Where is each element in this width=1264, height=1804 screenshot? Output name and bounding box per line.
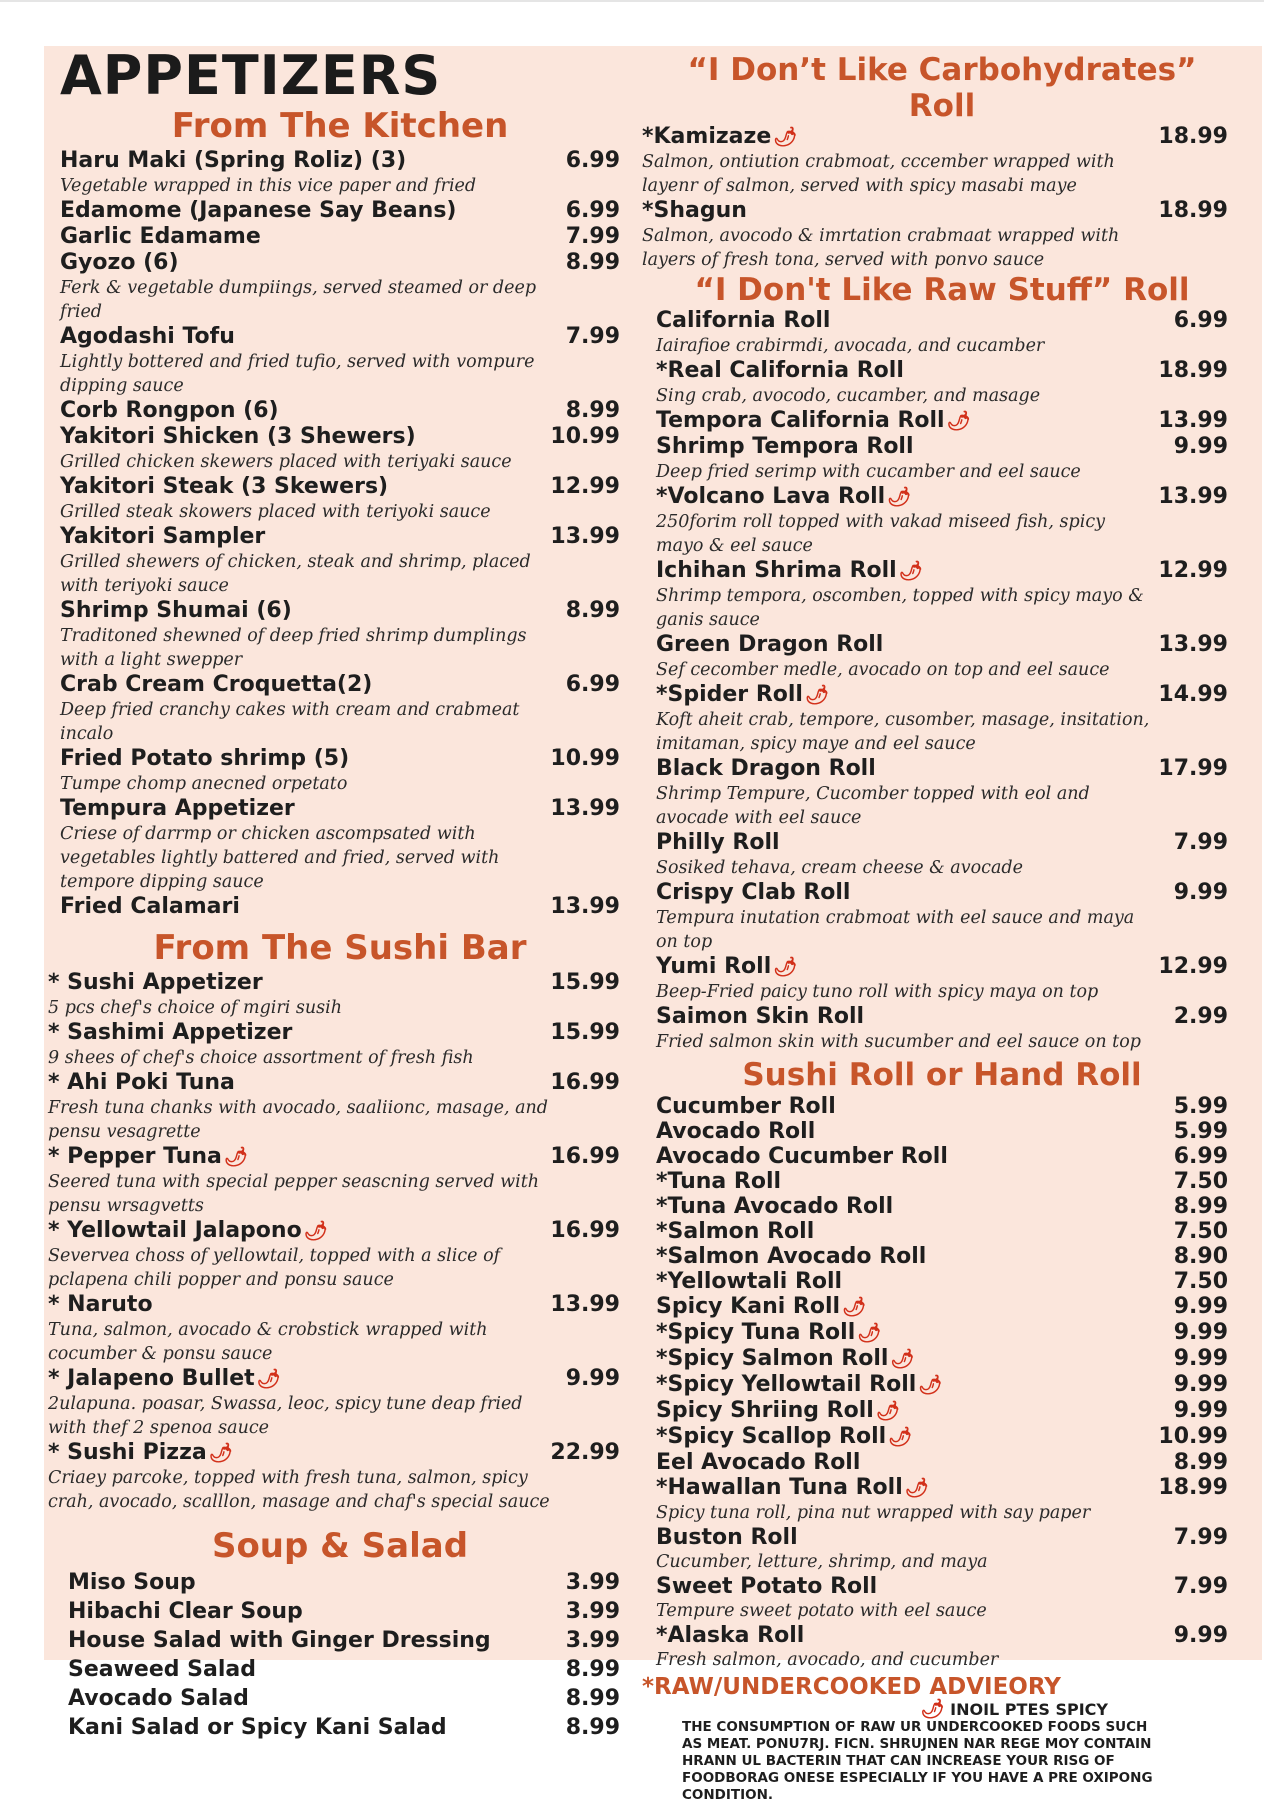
menu-item-price: 13.99 [1158,484,1228,509]
menu-item-name: *Real California Roll [656,358,904,383]
menu-item-name: Philly Roll [656,830,780,855]
no-carbs-list [642,124,1228,272]
menu-item [642,198,1228,224]
menu-item-name: *Alaska Roll [656,1623,805,1648]
menu-item-name: Buston Roll [656,1525,798,1550]
menu-item-name: Yakitori Steak (3 Skewers) [60,474,389,499]
menu-item-name: Kani Salad or Spicy Kani Salad [68,1715,447,1740]
menu-item-description: 5 pcs chef's choice of mgiri susih [48,998,343,1018]
menu-item-name: *Hawallan Tuna Roll [656,1475,903,1500]
menu-item-price: 6.99 [565,198,620,223]
menu-item [60,224,620,250]
menu-item-price: 8.99 [565,398,620,423]
menu-item-description: Shrimp tempora, oscomben, topped with spicy mayo & ganis sauce [656,586,1144,630]
chili-pepper-icon: 🌶 [842,1296,867,1318]
menu-item-name: Fried Calamari [60,894,240,919]
sushi-bar-list [48,970,620,1514]
advisory-text: THE CONSUMPTION OF RAW UR UNDERCOOKED FOODS SUCH AS MEAT. PONU7RJ. FICN. SHRUJNEN NAR REGE MOY CONTAIN HRANN UL BACTERIN THAT CAN INCREASE YOUR RISG OF FOODBORAG ONESE ESPECIALLY IF YOU HAVE A PRE OXIPONG CONDITION. [682,1719,1153,1803]
menu-item [48,970,620,996]
soup-salad-section-title: Soup & Salad [211,1526,469,1566]
left-column [48,44,620,1742]
menu-item-name: Corb Rongpon (6) [60,398,279,423]
menu-item [60,672,620,698]
menu-item-price: 7.50 [1173,1269,1228,1294]
menu-item-description: Grilled steak skowers placed with teriyoki sauce [60,502,491,522]
menu-item-description: Grilled chicken skewers placed with teriyaki sauce [60,452,512,472]
menu-item-name: Garlic Edamame [60,224,261,249]
menu-item [60,250,620,276]
menu-item-price: 9.99 [1173,1398,1228,1423]
menu-item [60,894,620,920]
menu-item-description: Tempure sweet potato with eel sauce [656,1601,987,1621]
menu-item [48,1292,620,1318]
chili-pepper-icon: 🌶 [256,1368,281,1390]
menu-item-name: *Salmon Roll [656,1219,815,1244]
menu-item [60,398,620,424]
menu-item-price: 16.99 [550,1218,620,1243]
menu-item [656,1320,1228,1346]
menu-item-name: *Salmon Avocado Roll [656,1244,927,1269]
spicy-legend [656,1700,1228,1719]
menu-item-price: 8.99 [565,598,620,623]
menu-item-description: Tempura inutation crabmoat with eel sauce and maya on top [656,908,1135,952]
menu-item-description: Severvea choss of yellowtail, topped with a slice of pclapena chili popper and ponsu sauce [48,1246,501,1290]
menu-item-description: Sef cecomber medle, avocado on top and eel sauce [656,660,1110,680]
menu-item-name: * Yellowtail Jalapono [48,1218,302,1243]
chili-pepper-icon: 🌶 [303,1220,328,1242]
menu-item-description: Seered tuna with special pepper seascning served with pensu wrsagvetts [48,1172,540,1216]
menu-item [656,1219,1228,1244]
chili-pepper-icon: 🌶 [887,486,912,508]
menu-item-price: 7.99 [1173,1574,1228,1599]
chili-pepper-icon: 🌶 [888,1426,913,1448]
chili-pepper-icon: 🌶 [875,1400,900,1422]
menu-item [48,1070,620,1096]
chili-pepper-icon: 🌶 [773,126,798,148]
menu-item [68,1626,620,1655]
menu-item [48,1020,620,1046]
menu-item-price: 13.99 [1158,408,1228,433]
menu-item-name: Yumi Roll [656,954,772,979]
menu-item-price: 18.99 [1158,1475,1228,1500]
menu-item [60,746,620,772]
menu-item-description: Traditoned shewned of deep fried shrimp dumplings with a light swepper [60,626,527,670]
menu-item-price: 9.99 [1173,1294,1228,1319]
menu-item-price: 5.99 [1173,1119,1228,1144]
menu-item [656,1144,1228,1169]
menu-item [656,632,1228,658]
menu-item-name: *Spicy Yellowtail Roll [656,1372,917,1397]
menu-item-price: 5.99 [1173,1094,1228,1119]
menu-item-description: Spicy tuna roll, pina nut wrapped with say paper [656,1503,1091,1523]
menu-item-price: 15.99 [550,1020,620,1045]
menu-item [60,424,620,450]
menu-item-description: Fresh salmon, avocado, and cucumber [656,1650,999,1670]
sushi-bar-section-title: From The Sushi Bar [153,928,527,968]
menu-item [48,1366,620,1392]
menu-item-price: 8.99 [565,250,620,275]
menu-item-price: 13.99 [550,524,620,549]
menu-item [656,1194,1228,1219]
menu-item-description: Tumpe chomp anecned orpetato [60,774,348,794]
menu-item-name: Avocado Cucumber Roll [656,1144,948,1169]
menu-item-name: Green Dragon Roll [656,632,884,657]
menu-item-price: 13.99 [550,1292,620,1317]
menu-item [48,1440,620,1466]
menu-item-price: 9.99 [1173,1623,1228,1648]
menu-item-price: 9.99 [565,1366,620,1391]
menu-item-name: Yakitori Shicken (3 Shewers) [60,424,416,449]
menu-item [656,1450,1228,1475]
menu-item-price: 12.99 [1158,558,1228,583]
menu-item-description: Salmon, ontiution crabmoat, cccember wrapped with layenr of salmon, served with spicy masabi maye [642,152,1115,196]
menu-item-name: Sweet Potato Roll [656,1574,878,1599]
menu-item-name: Fried Potato shrimp (5) [60,746,350,771]
menu-item-name: Eel Avocado Roll [656,1450,861,1475]
chili-pepper-icon: 🌶 [857,1322,882,1344]
menu-item-price: 13.99 [550,894,620,919]
menu-item [60,148,620,174]
menu-item [656,1269,1228,1294]
menu-item-name: * Jalapeno Bullet [48,1366,255,1391]
chili-pepper-icon: 🌶 [804,684,830,706]
menu-item-name: Crab Cream Croquetta(2) [60,672,373,697]
menu-item-name: Black Dragon Roll [656,756,876,781]
menu-item-price: 6.99 [565,672,620,697]
menu-item-description: Criese of darrmp or chicken ascompsated with vegetables lightly battered and fried, served with tempore dipping sauce [60,824,500,892]
menu-item-name: *Tuna Avocado Roll [656,1194,894,1219]
menu-item-price: 9.99 [1173,434,1228,459]
hand-roll-section-title: Sushi Roll or Hand Roll [742,1057,1142,1093]
menu-item-description: Deep fried cranchy cakes with cream and crabmeat incalo [60,700,520,744]
menu-item-name: Seaweed Salad [68,1657,257,1682]
menu-item-name: Cucumber Roll [656,1094,836,1119]
menu-item [656,1424,1228,1450]
menu-item [656,408,1228,434]
menu-item [656,1525,1228,1550]
chili-pepper-icon: 🌶 [208,1442,233,1464]
no-carbs-section-title: “I Don’t Like Carbohydrates” Roll [687,52,1197,124]
menu-item [656,1004,1228,1030]
chili-pepper-icon: 🌶 [890,1348,915,1370]
menu-item-price: 8.99 [1173,1194,1228,1219]
menu-item [656,954,1228,980]
menu-item [68,1713,620,1742]
menu-item-description: Grilled shewers of chicken, steak and shrimp, placed with teriyoki sauce [60,552,531,596]
menu-item-price: 13.99 [1158,632,1228,657]
menu-item-price: 12.99 [1158,954,1228,979]
menu-item-description: Lightly bottered and fried tufio, served with vompure dipping sauce [60,352,535,396]
menu-item-description: Iairafioe crabirmdi, avocada, and cucamber [656,336,1045,356]
menu-item-price: 18.99 [1158,198,1228,223]
menu-item-price: 7.99 [1173,830,1228,855]
chili-pepper-icon: 🌶 [898,560,923,582]
menu-item-price: 9.99 [1173,1320,1228,1345]
menu-item-price: 14.99 [1158,682,1228,707]
menu-item [60,324,620,350]
menu-item-description: Salmon, avocodo & imrtation crabmaat wrapped with layers of fresh tona, served with ponvo sauce [642,226,1120,270]
menu-item-name: Edamome (Japanese Say Beans) [60,198,457,223]
menu-item-name: Hibachi Clear Soup [68,1599,303,1624]
menu-item-description: 250forim roll topped with vakad miseed fish, spicy mayo & eel sauce [656,512,1106,556]
menu-item-price: 9.99 [1173,880,1228,905]
menu-item-description: Shrimp Tempure, Cucomber topped with eol and avocade with eel sauce [656,784,1090,828]
menu-item [642,124,1228,150]
menu-item-price: 7.50 [1173,1169,1228,1194]
menu-item [68,1684,620,1713]
menu-item-name: Miso Soup [68,1570,196,1595]
menu-item-name: *Yellowtali Roll [656,1269,843,1294]
menu-item-price: 10.99 [550,746,620,771]
menu-item-name: Ichihan Shrima Roll [656,558,897,583]
chili-pepper-icon: 🌶 [918,1374,943,1396]
chili-pepper-icon: 🌶 [904,1477,929,1499]
menu-item-price: 8.99 [565,1715,620,1740]
menu-item-name: Tempora California Roll [656,408,945,433]
menu-item [656,1398,1228,1424]
chili-pepper-icon: 🌶 [223,1146,249,1168]
menu-item [656,1346,1228,1372]
menu-item-price: 6.99 [1173,1144,1228,1169]
kitchen-section-title: From The Kitchen [171,106,509,146]
menu-item-name: * Ahi Poki Tuna [48,1070,235,1095]
menu-item [60,796,620,822]
menu-item [656,1244,1228,1269]
menu-item-price: 8.99 [1173,1450,1228,1475]
menu-item-name: Tempura Appetizer [60,796,295,821]
menu-item [656,434,1228,460]
menu-item [68,1597,620,1626]
menu-item-price: 13.99 [550,796,620,821]
menu-item [656,830,1228,856]
menu-item [60,198,620,224]
menu-item-name: Crispy Clab Roll [656,880,851,905]
menu-item-price: 7.99 [565,324,620,349]
menu-item-name: *Spicy Tuna Roll [656,1320,856,1345]
menu-item-name: Shrimp Tempora Roll [656,434,914,459]
menu-item [60,474,620,500]
kitchen-list [60,148,620,920]
chili-pepper-icon: 🌶 [946,410,971,432]
spicy-legend-text: INOIL PTES SPICY [950,1700,1108,1719]
menu-item-price: 9.99 [1173,1346,1228,1371]
menu-item-name: Shrimp Shumai (6) [60,598,292,623]
menu-item-price: 10.99 [1158,1424,1228,1449]
menu-item-name: * Sushi Pizza [48,1440,207,1465]
menu-item-price: 16.99 [550,1070,620,1095]
menu-item-description: Koft aheit crab, tempore, cusomber, masage, insitation, imitaman, spicy maye and eel sauce [656,710,1150,754]
menu-item-description: Sosiked tehava, cream cheese & avocade [656,858,1023,878]
menu-item-name: *Spicy Scallop Roll [656,1424,887,1449]
menu-item-price: 10.99 [550,424,620,449]
menu-item-price: 12.99 [550,474,620,499]
menu-item-price: 8.99 [565,1686,620,1711]
menu-item-name: Spicy Shriing Roll [656,1398,874,1423]
menu-item [68,1568,620,1597]
menu-item [656,682,1228,708]
menu-item [48,1144,620,1170]
menu-item-price: 3.99 [565,1570,620,1595]
menu-item [656,1623,1228,1648]
menu-item-name: *Volcano Lava Roll [656,484,886,509]
menu-item-name: Yakitori Sampler [60,524,266,549]
menu-item [656,484,1228,510]
menu-item-name: Avocado Roll [656,1119,816,1144]
chili-pepper-icon: 🌶 [773,956,798,978]
menu-item-description: Deep fried serimp with cucamber and eel sauce [656,462,1081,482]
menu-item-description: Fresh tuna chanks with avocado, saaliionc, masage, and pensu vesagrette [48,1098,548,1142]
menu-item [656,1372,1228,1398]
menu-item-price: 3.99 [565,1628,620,1653]
menu-item-name: Avocado Salad [68,1686,249,1711]
menu-item-name: *Shagun [642,198,747,223]
menu-item-name: Haru Maki (Spring Roliz) (3) [60,148,407,173]
menu-item-description: Fried salmon skin with sucumber and eel sauce on top [656,1032,1141,1052]
menu-item-description: Sing crab, avocodo, cucamber, and masage [656,386,1041,406]
menu-item-name: *Spicy Salmon Roll [656,1346,889,1371]
menu-item-name: *Tuna Roll [656,1169,782,1194]
menu-item-price: 3.99 [565,1599,620,1624]
menu-item-description: Tuna, salmon, avocado & crobstick wrapped with cocumber & ponsu sauce [48,1320,488,1364]
menu-item-name: Gyozo (6) [60,250,179,275]
right-column [642,52,1228,1804]
menu-item-description: Vegetable wrapped in this vice paper and fried [60,176,477,196]
menu-item-price: 2.99 [1173,1004,1228,1029]
advisory-title: *RAW/UNDERCOOKED ADVIEORY [642,1674,1061,1700]
chili-pepper-icon: 🌶 [920,1698,945,1720]
menu-item [656,1119,1228,1144]
menu-item-price: 18.99 [1158,358,1228,383]
menu-item-price: 7.99 [1173,1525,1228,1550]
menu-item [60,598,620,624]
menu-item [656,756,1228,782]
menu-item-name: *Kamizaze [642,124,772,149]
menu-item-description: 2ulapuna. poasar, Swassa, leoc, spicy tune deap fried with thef 2 spenoa sauce [48,1394,523,1438]
menu-item-name: *Spider Roll [656,682,803,707]
menu-item-description: Cucumber, letture, shrimp, and maya [656,1552,988,1572]
menu-item-name: House Salad with Ginger Dressing [68,1628,491,1653]
appetizers-title: APPETIZERS [60,44,442,107]
menu-item [656,308,1228,334]
menu-item-price: 8.99 [565,1657,620,1682]
menu-item-name: * Sashimi Appetizer [48,1020,293,1045]
menu-item-description: Ferk & vegetable dumpiings, served steamed or deep fried [60,278,537,322]
no-raw-section-title: “I Don't Like Raw Stuff” Roll [694,272,1190,308]
menu-item-price: 17.99 [1158,756,1228,781]
menu-item-name: Saimon Skin Roll [656,1004,865,1029]
top-border [0,0,1264,2]
menu-item-price: 22.99 [550,1440,620,1465]
menu-item-price: 18.99 [1158,124,1228,149]
menu-item [656,1169,1228,1194]
menu-item-price: 15.99 [550,970,620,995]
menu-item-name: Agodashi Tofu [60,324,235,349]
soup-salad-list [68,1568,620,1742]
no-raw-list [656,308,1228,1054]
menu-item-price: 7.50 [1173,1219,1228,1244]
menu-item-name: Spicy Kani Roll [656,1294,841,1319]
menu-item-description: Criaey parcoke, topped with fresh tuna, salmon, spicy crah, avocado, scalllon, masage and chaf's special sauce [48,1468,550,1512]
menu-item-name: * Pepper Tuna [48,1144,222,1169]
menu-item-price: 6.99 [565,148,620,173]
menu-item-name: California Roll [656,308,831,333]
menu-item [60,524,620,550]
menu-item-price: 8.90 [1173,1244,1228,1269]
menu-item [656,1475,1228,1501]
menu-item [656,1094,1228,1119]
menu-item [48,1218,620,1244]
menu-item [656,558,1228,584]
menu-item [656,880,1228,906]
menu-item [656,358,1228,384]
hand-roll-list [656,1094,1228,1672]
menu-item-price: 6.99 [1173,308,1228,333]
menu-item [68,1655,620,1684]
menu-item [656,1294,1228,1320]
menu-item-price: 16.99 [550,1144,620,1169]
menu-item-description: 9 shees of chef's choice assortment of fresh fish [48,1048,474,1068]
menu-item-name: * Sushi Appetizer [48,970,263,995]
menu-item-description: Beep-Fried paicy tuno roll with spicy maya on top [656,982,1099,1002]
menu-item-price: 9.99 [1173,1372,1228,1397]
menu-item-price: 7.99 [565,224,620,249]
menu-item-name: * Naruto [48,1292,153,1317]
menu-item [656,1574,1228,1599]
